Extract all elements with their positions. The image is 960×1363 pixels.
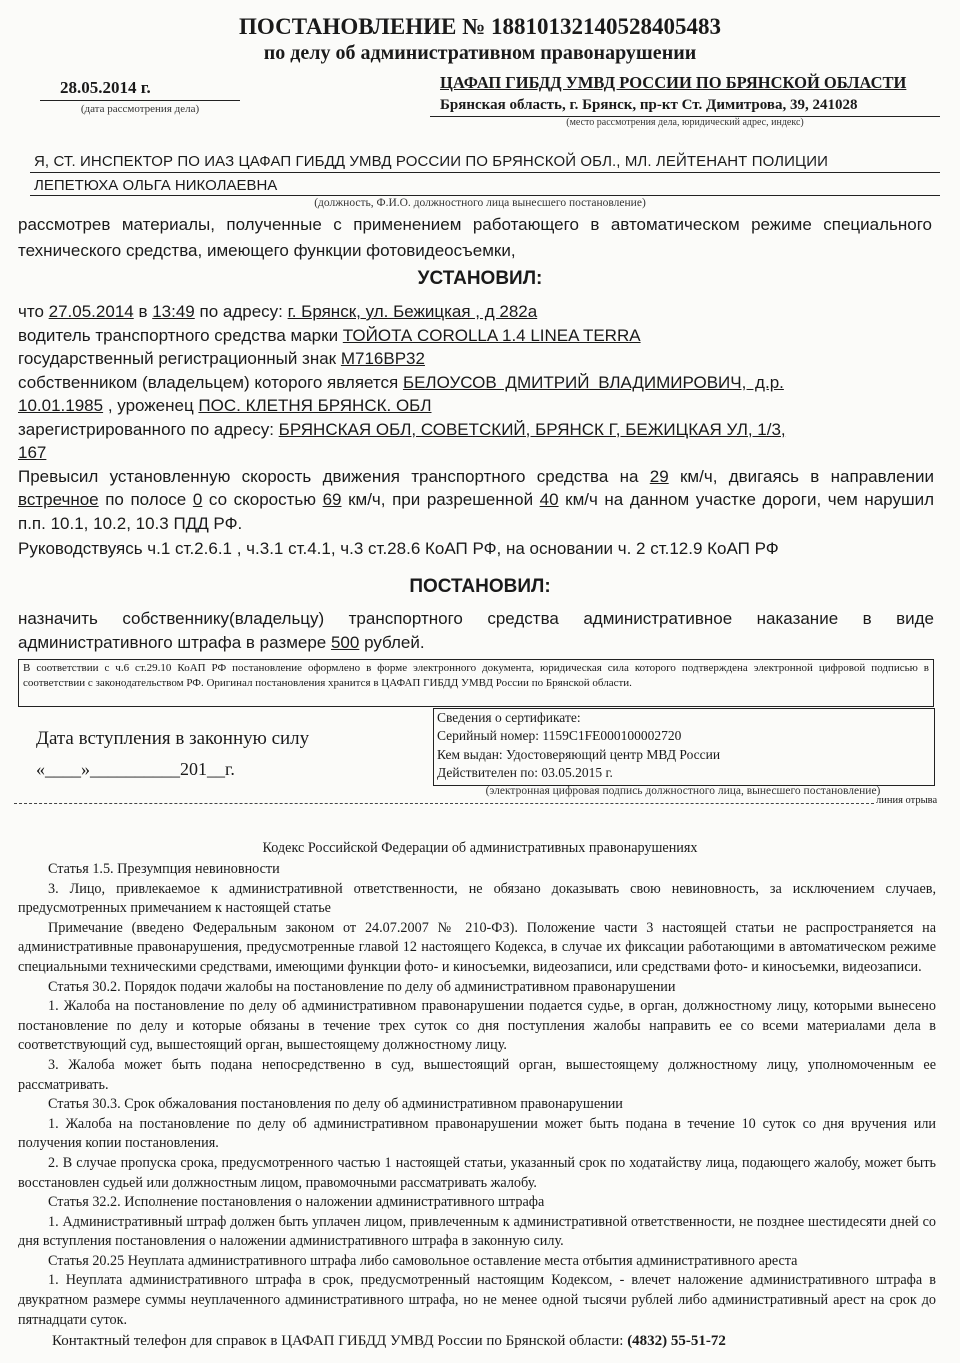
law-paragraph: Статья 20.25 Неуплата административного штрафа либо самовольное оставление места отбытия административного ареста [48, 1252, 798, 1269]
registration-address: БРЯНСКАЯ ОБЛ, СОВЕТСКИЙ, БРЯНСК Г, БЕЖИЦКАЯ УЛ, 1/3, [278, 419, 786, 439]
actual-speed: 69 [322, 490, 342, 509]
vehicle-label: водитель транспортного средства марки [18, 325, 343, 345]
official-line-2: ЛЕПЕТЮХА ОЛЬГА НИКОЛАЕВНА [34, 177, 278, 194]
review-date-caption: (дата рассмотрения дела) [80, 103, 200, 115]
incident-at: по адресу: [194, 302, 288, 321]
effective-date-blank: «____»__________201__г. [36, 759, 235, 779]
law-paragraph: Примечание (введено Федеральным законом от 24.07.2007 № 210-ФЗ). Положение части 3 настоящей статьи не распространяется на административные правонарушения, предусмотренные главой 12 настоящего Кодекса, в случае их фиксации работающими в автоматическом режиме специальными техническими средствами, имеющими функции фото- и киносъемки, видеозаписи, или средствами фото- и киносъемки, видеозаписи. [18, 919, 936, 975]
contact-line [52, 1333, 726, 1350]
organization-address-caption: (место рассмотрения дела, юридический адрес, индекс) [566, 117, 804, 128]
registration-label: зарегистрированного по адресу: [18, 419, 279, 439]
violation-part-6: км/ч на данном участке дороги, чем нарушил п.п. 10.1, 10.2, 10.3 ПДД РФ. [18, 490, 934, 533]
law-paragraph: 1. Жалоба на постановление по делу об административном правонарушении подается судье, в орган, должностному лицу, которыми вынесено постановление по делу и которые обязаны в течение трех суток со дня поступления жалобы направить ее со всеми материалами дела в соответствующий суд, вышестоящий орган, вышестоящему должностному лицу. [18, 998, 936, 1054]
certificate-valid: Действителен по: 03.05.2015 г. [437, 765, 613, 780]
plate-number: М716ВР32 [340, 349, 425, 368]
official-line-1: Я, СТ. ИНСПЕКТОР ПО ИАЗ ЦАФАП ГИБДД УМВД РОССИИ ПО БРЯНСКОЙ ОБЛ., МЛ. ЛЕЙТЕНАНТ ПОЛИЦИИ [34, 153, 828, 170]
owner-name: БЕЛОУСОВ ДМИТРИЙ ВЛАДИМИРОВИЧ, д.р. [402, 372, 784, 392]
law-text [18, 860, 936, 1330]
law-paragraph: 2. В случае пропуска срока, предусмотренного частью 1 настоящей статьи, указанный срок по ходатайству лица, подающего жалобу, может быть восстановлен судьей или должностным лицом, правомочными рассматривать жалобу. [18, 1154, 936, 1191]
law-paragraph: 3. Лицо, привлекаемое к административной ответственности, не обязано доказывать свою невиновность, за исключением случаев, предусмотренных примечанием к настоящей статье [18, 880, 936, 917]
law-paragraph: 3. Жалоба может быть подана непосредственно в суд, вышестоящий орган, вышестоящему должностному лицу, уполномоченным ее рассматривать. [18, 1056, 936, 1093]
direction: встречное [18, 490, 99, 509]
law-paragraph: 1. Неуплата административного штрафа в срок, предусмотренный настоящим Кодексом, - влечет наложение административного штрафа в двукратном размере суммы неуплаченного административного штрафа, но не менее одной тысячи рублей либо административный арест на срок до пятнадцати суток. [18, 1272, 936, 1328]
official-underline-1 [30, 172, 940, 173]
owner-mid: , уроженец [103, 396, 199, 415]
established-heading: УСТАНОВИЛ: [417, 268, 543, 289]
effective-date-label: Дата вступления в законную силу [36, 728, 310, 749]
guided-by: Руководствуясь ч.1 ст.2.6.1 , ч.3.1 ст.4.1, ч.3 ст.28.6 КоАП РФ, на основании ч. 2 ст.12.9 КоАП РФ [18, 539, 779, 558]
incident-in: в [133, 302, 153, 321]
incident-date: 27.05.2014 [48, 302, 134, 321]
official-underline-2 [30, 195, 940, 196]
owner-label: собственником (владельцем) которого является [18, 372, 403, 392]
violation-part-5: км/ч, при разрешенной [341, 490, 540, 509]
registration-address-2: 167 [18, 443, 47, 462]
incident-place: г. Брянск, ул. Бежицкая , д 282а [287, 302, 538, 321]
electronic-document-note: В соответствии с ч.6 ст.29.10 КоАП РФ постановление оформлено в форме электронного документа, юридическая сила которого подтверждена электронной цифровой подписью в соответствии с законодательством РФ. Оригинал постановления хранится в ЦАФАП ГИБДД УМВД России по Брянской области. [18, 659, 934, 707]
owner-line [18, 371, 934, 418]
decision-part-b: рублей. [359, 632, 425, 652]
fine-amount: 500 [330, 632, 360, 652]
contact-phone: (4832) 55-51-72 [627, 1333, 726, 1349]
law-title: Кодекс Российской Федерации об административных правонарушениях [262, 840, 698, 856]
lane: 0 [192, 490, 203, 509]
review-date: 28.05.2014 г. [60, 78, 151, 97]
contact-label: Контактный телефон для справок в ЦАФАП ГИБДД УМВД России по Брянской области: [52, 1333, 628, 1349]
decision-part-a: назначить собственнику(владельцу) транспортного средства административное наказание в виде административного штрафа в размере [18, 609, 934, 652]
cut-line [14, 803, 874, 804]
speed-excess: 29 [649, 466, 669, 486]
document-subtitle: по делу об административном правонарушении [263, 42, 697, 64]
incident-prefix: что [18, 302, 49, 321]
law-paragraph: Статья 32.2. Исполнение постановления о наложении административного штрафа [48, 1194, 545, 1211]
certificate-box [433, 708, 935, 786]
law-paragraph: Статья 1.5. Презумпция невиновности [48, 861, 280, 877]
plate-label: государственный регистрационный знак [18, 349, 341, 368]
law-paragraph: 1. Административный штраф должен быть уплачен лицом, привлеченным к административной ответственности, не позднее шестидесяти дней со дня вступления постановления о наложении административного штрафа в законную силу. [18, 1213, 936, 1250]
decided-heading: ПОСТАНОВИЛ: [409, 576, 551, 597]
review-date-line [40, 100, 240, 101]
organization-address: Брянская область, г. Брянск, пр-кт Ст. Димитрова, 39, 241028 [440, 97, 858, 113]
facts-block [18, 300, 934, 561]
certificate-issuer: Кем выдан: Удостоверяющий центр МВД России [437, 747, 721, 762]
speed-limit: 40 [539, 490, 559, 509]
vehicle-line [18, 324, 934, 348]
violation-part-3: по полосе [98, 490, 193, 509]
official-caption: (должность, Ф.И.О. должностного лица вынесшего постановление) [314, 197, 646, 209]
plate-line [18, 347, 934, 371]
intro-text: рассмотрев материалы, полученные с применением работающего в автоматическом режиме специального технического средства, имеющего функции фотовидеосъемки, [18, 215, 932, 260]
law-paragraph: Статья 30.3. Срок обжалования постановления по делу об административном правонарушении [48, 1096, 623, 1113]
violation-part-4: со скоростью [202, 490, 323, 509]
incident-time: 13:49 [152, 302, 195, 321]
owner-dob: 10.01.1985 [18, 396, 104, 415]
organization-name: ЦАФАП ГИБДД УМВД РОССИИ ПО БРЯНСКОЙ ОБЛАСТИ [440, 73, 907, 92]
certificate-caption: (электронная цифровая подпись должностного лица, вынесшего постановление) [485, 785, 881, 797]
law-paragraph: 1. Жалоба на постановление по делу об административном правонарушении может быть подана в течение 10 суток со дня вручения или получения копии постановления. [18, 1115, 936, 1152]
certificate-heading: Сведения о сертификате: [437, 710, 581, 725]
incident-line [18, 300, 934, 324]
decision-text [18, 607, 934, 654]
document-title: ПОСТАНОВЛЕНИЕ № 18810132140528405483 [239, 14, 721, 39]
violation-part-1: Превысил установленную скорость движения транспортного средства на [18, 466, 650, 486]
violation-text [18, 465, 934, 536]
certificate-serial: Серийный номер: 1159C1FE000100002720 [437, 728, 682, 743]
law-paragraph: Статья 30.2. Порядок подачи жалобы на постановление по делу об административном правонарушении [48, 978, 676, 995]
cut-line-label: линия отрыва [876, 795, 938, 806]
owner-birthplace: ПОС. КЛЕТНЯ БРЯНСК. ОБЛ [198, 396, 432, 415]
violation-part-2: км/ч, двигаясь в направлении [668, 466, 934, 486]
vehicle-model: ТОЙОТА COROLLA 1.4 LINEA TERRA [342, 325, 641, 345]
registration-line [18, 418, 934, 465]
